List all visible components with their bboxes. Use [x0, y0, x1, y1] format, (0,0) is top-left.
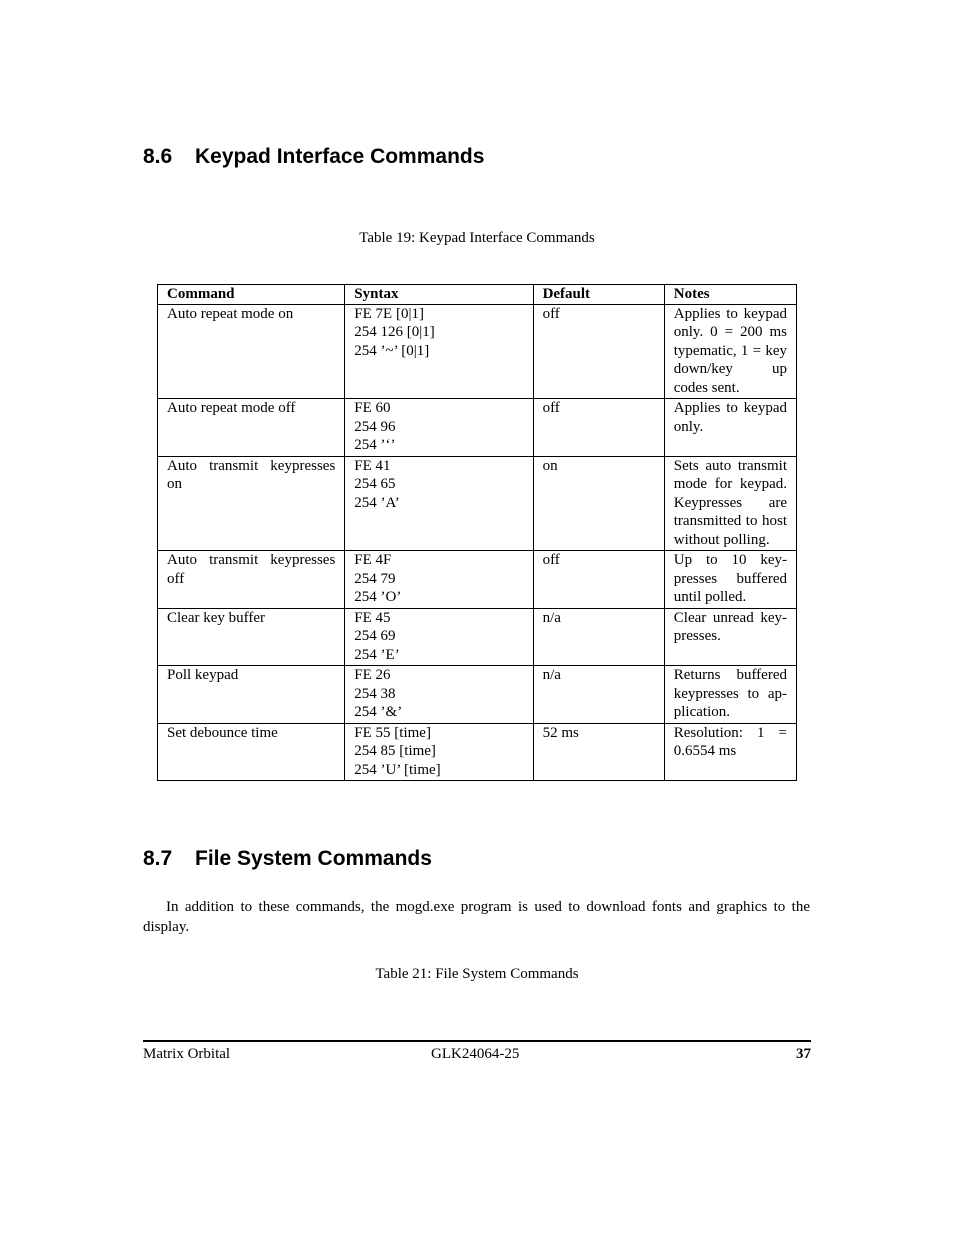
- notes-cell: Returns buffered keypresses to application.: [664, 666, 796, 724]
- default-cell: off: [533, 399, 664, 457]
- syntax-cell: [345, 608, 533, 666]
- footer-rule: [143, 1040, 811, 1042]
- syntax-line: 254 ’‘’: [354, 437, 396, 453]
- syntax-line: FE 55 [time]: [354, 724, 431, 741]
- footer-model: GLK24064-25: [431, 1046, 520, 1062]
- table-row: [158, 304, 797, 399]
- header-command: Command: [158, 285, 345, 305]
- default-cell: off: [533, 304, 664, 399]
- default-cell: n/a: [533, 608, 664, 666]
- section-number: 8.7: [143, 847, 173, 870]
- table-row: [158, 399, 797, 457]
- syntax-line: 254 ’&’: [354, 704, 403, 720]
- syntax-line: 254 85 [time]: [354, 743, 436, 759]
- syntax-line: FE 45: [354, 609, 391, 626]
- command-cell: Auto repeat mode on: [158, 304, 345, 399]
- notes-cell: Clear unread keypresses.: [664, 608, 796, 666]
- syntax-line: FE 41: [354, 457, 391, 474]
- syntax-line: 254 69: [354, 628, 396, 644]
- syntax-line: 254 79: [354, 570, 396, 587]
- body-paragraph: In addition to these commands, the mogd.exe program is used to download fonts and graphics to the display.: [143, 899, 810, 935]
- default-cell: off: [533, 551, 664, 609]
- notes-cell: Sets auto transmit mode for keypad. Keypresses are transmitted to host without polling.: [664, 456, 796, 551]
- table-19-caption: Table 19: Keypad Interface Commands: [359, 230, 595, 246]
- footer-company: Matrix Orbital: [143, 1046, 231, 1062]
- syntax-line: 254 38: [354, 685, 396, 702]
- default-cell: 52 ms: [533, 723, 664, 781]
- syntax-cell: [345, 304, 533, 399]
- syntax-line: 254 ’A’: [354, 494, 400, 511]
- syntax-line: FE 7E [0|1]: [354, 305, 424, 322]
- syntax-line: 254 ’E’: [354, 646, 400, 663]
- command-cell: Clear key buffer: [158, 608, 345, 666]
- command-cell: Auto transmit keypresses on: [158, 456, 345, 551]
- section-title: Keypad Interface Commands: [195, 145, 485, 168]
- command-cell: Auto repeat mode off: [158, 399, 345, 457]
- section-heading-filesystem: [143, 846, 432, 872]
- default-cell: n/a: [533, 666, 664, 724]
- syntax-cell: [345, 723, 533, 781]
- table-21-caption: Table 21: File System Commands: [375, 966, 579, 982]
- syntax-cell: [345, 551, 533, 609]
- syntax-line: 254 ’U’ [time]: [354, 761, 441, 778]
- header-notes: Notes: [664, 285, 796, 305]
- header-syntax: Syntax: [345, 285, 533, 305]
- syntax-cell: [345, 666, 533, 724]
- command-cell: Set debounce time: [158, 723, 345, 781]
- command-cell: Poll keypad: [158, 666, 345, 724]
- syntax-line: 254 96: [354, 418, 396, 435]
- section-title: File System Commands: [195, 847, 432, 870]
- table-row: [158, 666, 797, 724]
- syntax-cell: [345, 456, 533, 551]
- syntax-line: 254 ’~’ [0|1]: [354, 342, 430, 359]
- header-default: Default: [533, 285, 664, 305]
- keypad-commands-table: [157, 284, 797, 781]
- table-row: [158, 723, 797, 781]
- notes-cell: Resolution: 1 = 0.6554 ms: [664, 723, 796, 781]
- table-header-row: [158, 285, 797, 305]
- table-row: [158, 456, 797, 551]
- syntax-line: 254 65: [354, 476, 396, 492]
- table-row: [158, 608, 797, 666]
- syntax-line: FE 60: [354, 400, 391, 416]
- syntax-line: FE 26: [354, 667, 391, 683]
- table-row: [158, 551, 797, 609]
- syntax-line: 254 126 [0|1]: [354, 324, 435, 340]
- notes-cell: Applies to keypad only. 0 = 200 ms typematic, 1 = key down/key up codes sent.: [664, 304, 796, 399]
- syntax-line: FE 4F: [354, 552, 392, 568]
- default-cell: on: [533, 456, 664, 551]
- notes-cell: Up to 10 keypresses buffered until polled.: [664, 551, 796, 609]
- syntax-line: 254 ’O’: [354, 589, 402, 605]
- section-heading-keypad: [143, 144, 484, 170]
- footer-page-number: 37: [796, 1046, 811, 1062]
- section-number: 8.6: [143, 145, 173, 168]
- notes-cell: Applies to keypad only.: [664, 399, 796, 457]
- command-cell: Auto transmit keypresses off: [158, 551, 345, 609]
- syntax-cell: [345, 399, 533, 457]
